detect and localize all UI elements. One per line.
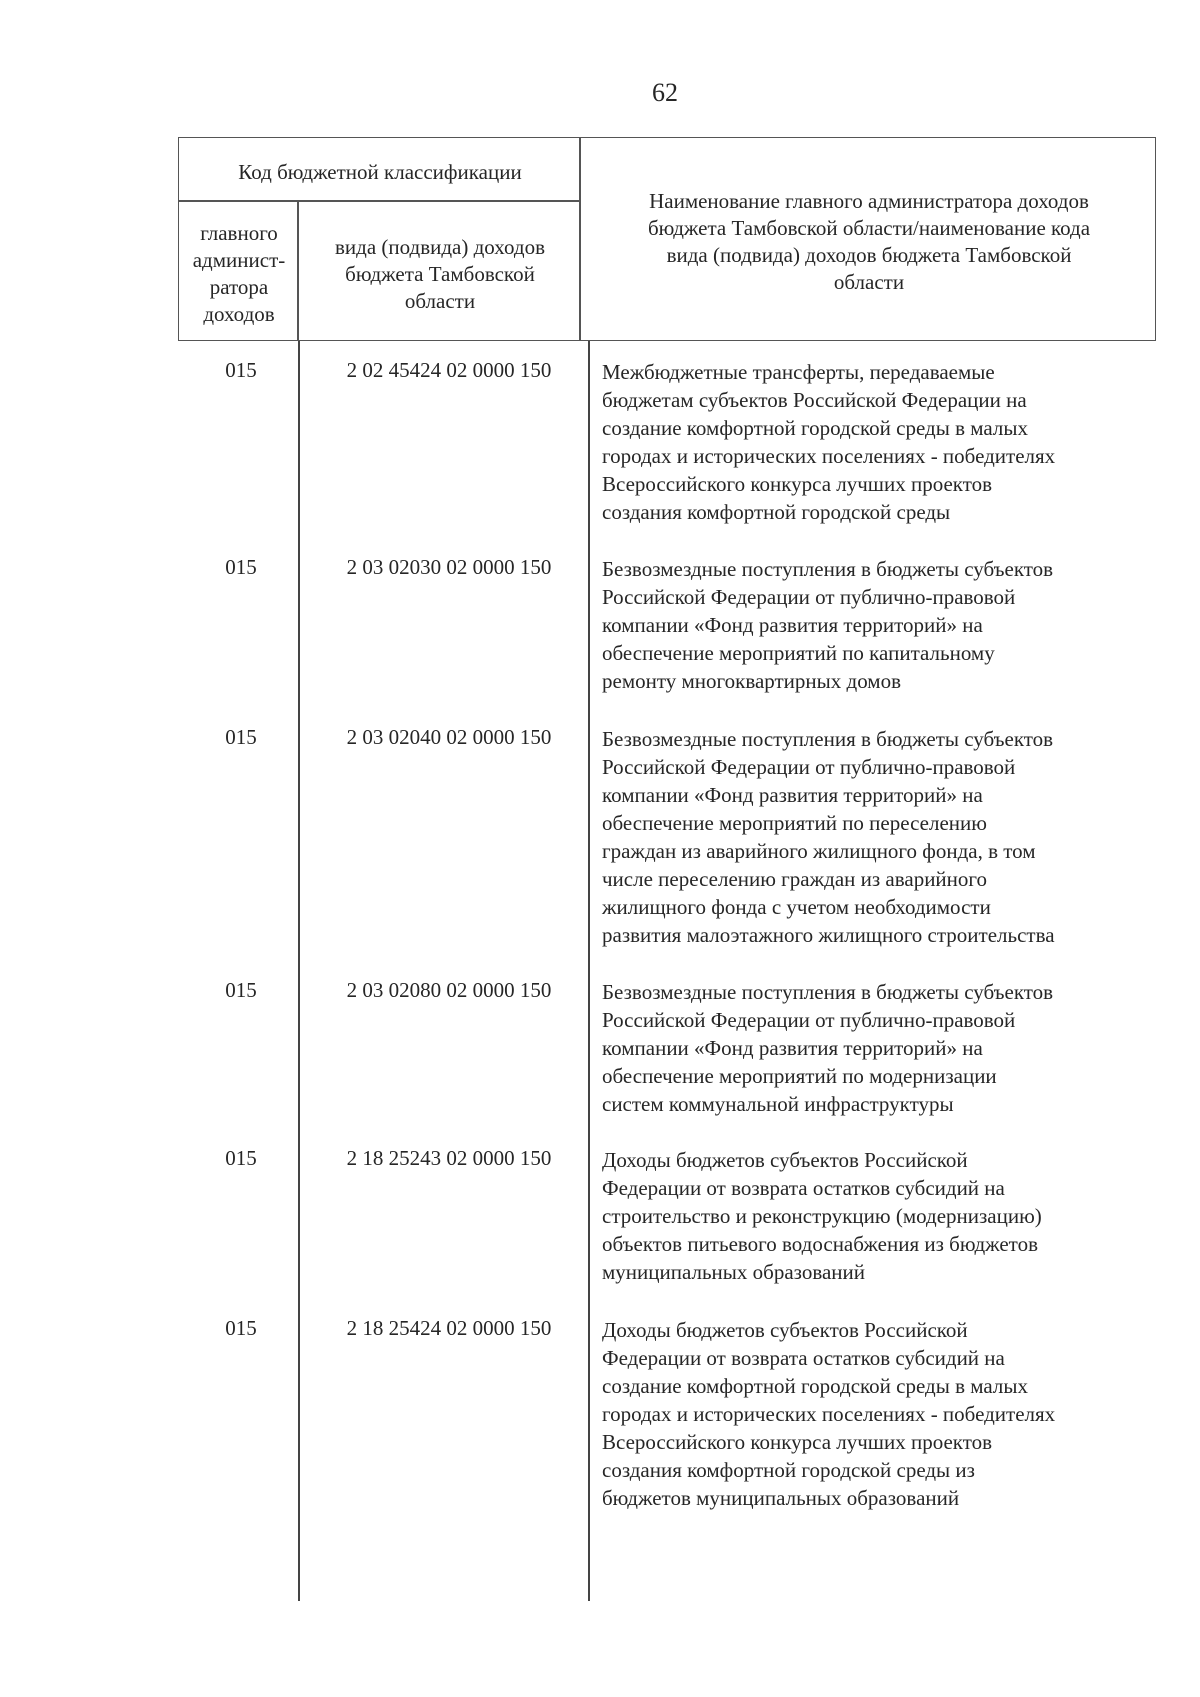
- header-admin-column: [179, 220, 299, 328]
- header-name-line: бюджета Тамбовской области/наименование кода: [647, 216, 1091, 240]
- row-name: [602, 978, 1162, 1118]
- row-name: [602, 1316, 1162, 1512]
- header-name-line: вида (подвида) доходов бюджета Тамбовской: [666, 243, 1072, 267]
- row-name-line: объектов питьевого водоснабжения из бюджетов: [602, 1232, 1038, 1256]
- row-admin-code: 015: [225, 978, 257, 1002]
- header-admin-line: главного: [200, 221, 278, 245]
- row-name-line: создание комфортной городской среды в малых: [602, 416, 1028, 440]
- row-name-line: граждан из аварийного жилищного фонда, в том: [602, 839, 1036, 863]
- row-name-line: систем коммунальной инфраструктуры: [602, 1092, 954, 1116]
- row-income-code: 2 18 25424 02 0000 150: [346, 1316, 552, 1340]
- row-name-line: Российской Федерации от публично-правовой: [602, 755, 1016, 779]
- row-name-line: жилищного фонда с учетом необходимости: [602, 895, 991, 919]
- row-name-line: Федерации от возврата остатков субсидий на: [602, 1346, 1005, 1370]
- row-name-line: Безвозмездные поступления в бюджеты субъектов: [602, 557, 1054, 581]
- row-name: [602, 358, 1162, 526]
- row-name-line: городах и исторических поселениях - победителях: [602, 444, 1056, 468]
- row-name-line: городах и исторических поселениях - победителях: [602, 1402, 1056, 1426]
- row-income-code: 2 03 02040 02 0000 150: [346, 725, 552, 749]
- page-number: 62: [652, 78, 678, 107]
- row-income-code: 2 02 45424 02 0000 150: [346, 358, 552, 382]
- row-admin-code: 015: [225, 1146, 257, 1170]
- row-name-line: обеспечение мероприятий по капитальному: [602, 641, 995, 665]
- row-name-line: Федерации от возврата остатков субсидий на: [602, 1176, 1005, 1200]
- row-name-line: строительство и реконструкцию (модернизацию): [602, 1204, 1042, 1228]
- header-name-line: области: [833, 270, 905, 294]
- header-type-column: [299, 234, 581, 315]
- row-name: [602, 555, 1162, 695]
- header-type-line: бюджета Тамбовской: [345, 262, 535, 286]
- row-name: [602, 725, 1162, 949]
- row-name-line: ремонту многоквартирных домов: [602, 669, 902, 693]
- row-name-line: Доходы бюджетов субъектов Российской: [602, 1318, 968, 1342]
- row-name-line: Российской Федерации от публично-правовой: [602, 585, 1016, 609]
- row-name-line: создания комфортной городской среды из: [602, 1458, 975, 1482]
- header-code-group: Код бюджетной классификации: [238, 160, 522, 184]
- row-admin-code: 015: [225, 358, 257, 382]
- row-name-line: бюджетам субъектов Российской Федерации на: [602, 388, 1027, 412]
- row-admin-code: 015: [225, 555, 257, 579]
- row-admin-code: 015: [225, 725, 257, 749]
- row-income-code: 2 18 25243 02 0000 150: [346, 1146, 552, 1170]
- row-name-line: Российской Федерации от публично-правовой: [602, 1008, 1016, 1032]
- row-name-line: Всероссийского конкурса лучших проектов: [602, 472, 993, 496]
- row-name-line: муниципальных образований: [602, 1260, 865, 1284]
- row-name-line: компании «Фонд развития территорий» на: [602, 613, 983, 637]
- row-name: [602, 1146, 1162, 1286]
- row-name-line: обеспечение мероприятий по переселению: [602, 811, 987, 835]
- row-name-line: Всероссийского конкурса лучших проектов: [602, 1430, 993, 1454]
- header-type-line: вида (подвида) доходов: [335, 235, 545, 259]
- row-name-line: Доходы бюджетов субъектов Российской: [602, 1148, 968, 1172]
- header-type-line: области: [404, 289, 476, 313]
- header-name-line: Наименование главного администратора доходов: [649, 189, 1089, 213]
- row-name-line: бюджетов муниципальных образований: [602, 1486, 960, 1510]
- header-admin-line: доходов: [203, 302, 275, 326]
- row-name-line: обеспечение мероприятий по модернизации: [602, 1064, 997, 1088]
- row-name-line: компании «Фонд развития территорий» на: [602, 783, 983, 807]
- header-admin-line: ратора: [209, 275, 269, 299]
- row-admin-code: 015: [225, 1316, 257, 1340]
- row-name-line: Межбюджетные трансферты, передаваемые: [602, 360, 995, 384]
- header-name-column: [581, 188, 1157, 296]
- body-divider-name: [588, 341, 590, 1601]
- row-name-line: компании «Фонд развития территорий» на: [602, 1036, 983, 1060]
- body-divider-admin: [298, 341, 300, 1601]
- row-income-code: 2 03 02080 02 0000 150: [346, 978, 552, 1002]
- row-name-line: развития малоэтажного жилищного строительства: [602, 923, 1055, 947]
- table-header: [178, 137, 1156, 341]
- row-name-line: числе переселению граждан из аварийного: [602, 867, 987, 891]
- row-income-code: 2 03 02030 02 0000 150: [346, 555, 552, 579]
- header-admin-line: админист-: [192, 248, 286, 272]
- row-name-line: Безвозмездные поступления в бюджеты субъектов: [602, 727, 1054, 751]
- row-name-line: создания комфортной городской среды: [602, 500, 951, 524]
- header-divider-horizontal: [179, 200, 581, 202]
- row-name-line: Безвозмездные поступления в бюджеты субъектов: [602, 980, 1054, 1004]
- row-name-line: создание комфортной городской среды в малых: [602, 1374, 1028, 1398]
